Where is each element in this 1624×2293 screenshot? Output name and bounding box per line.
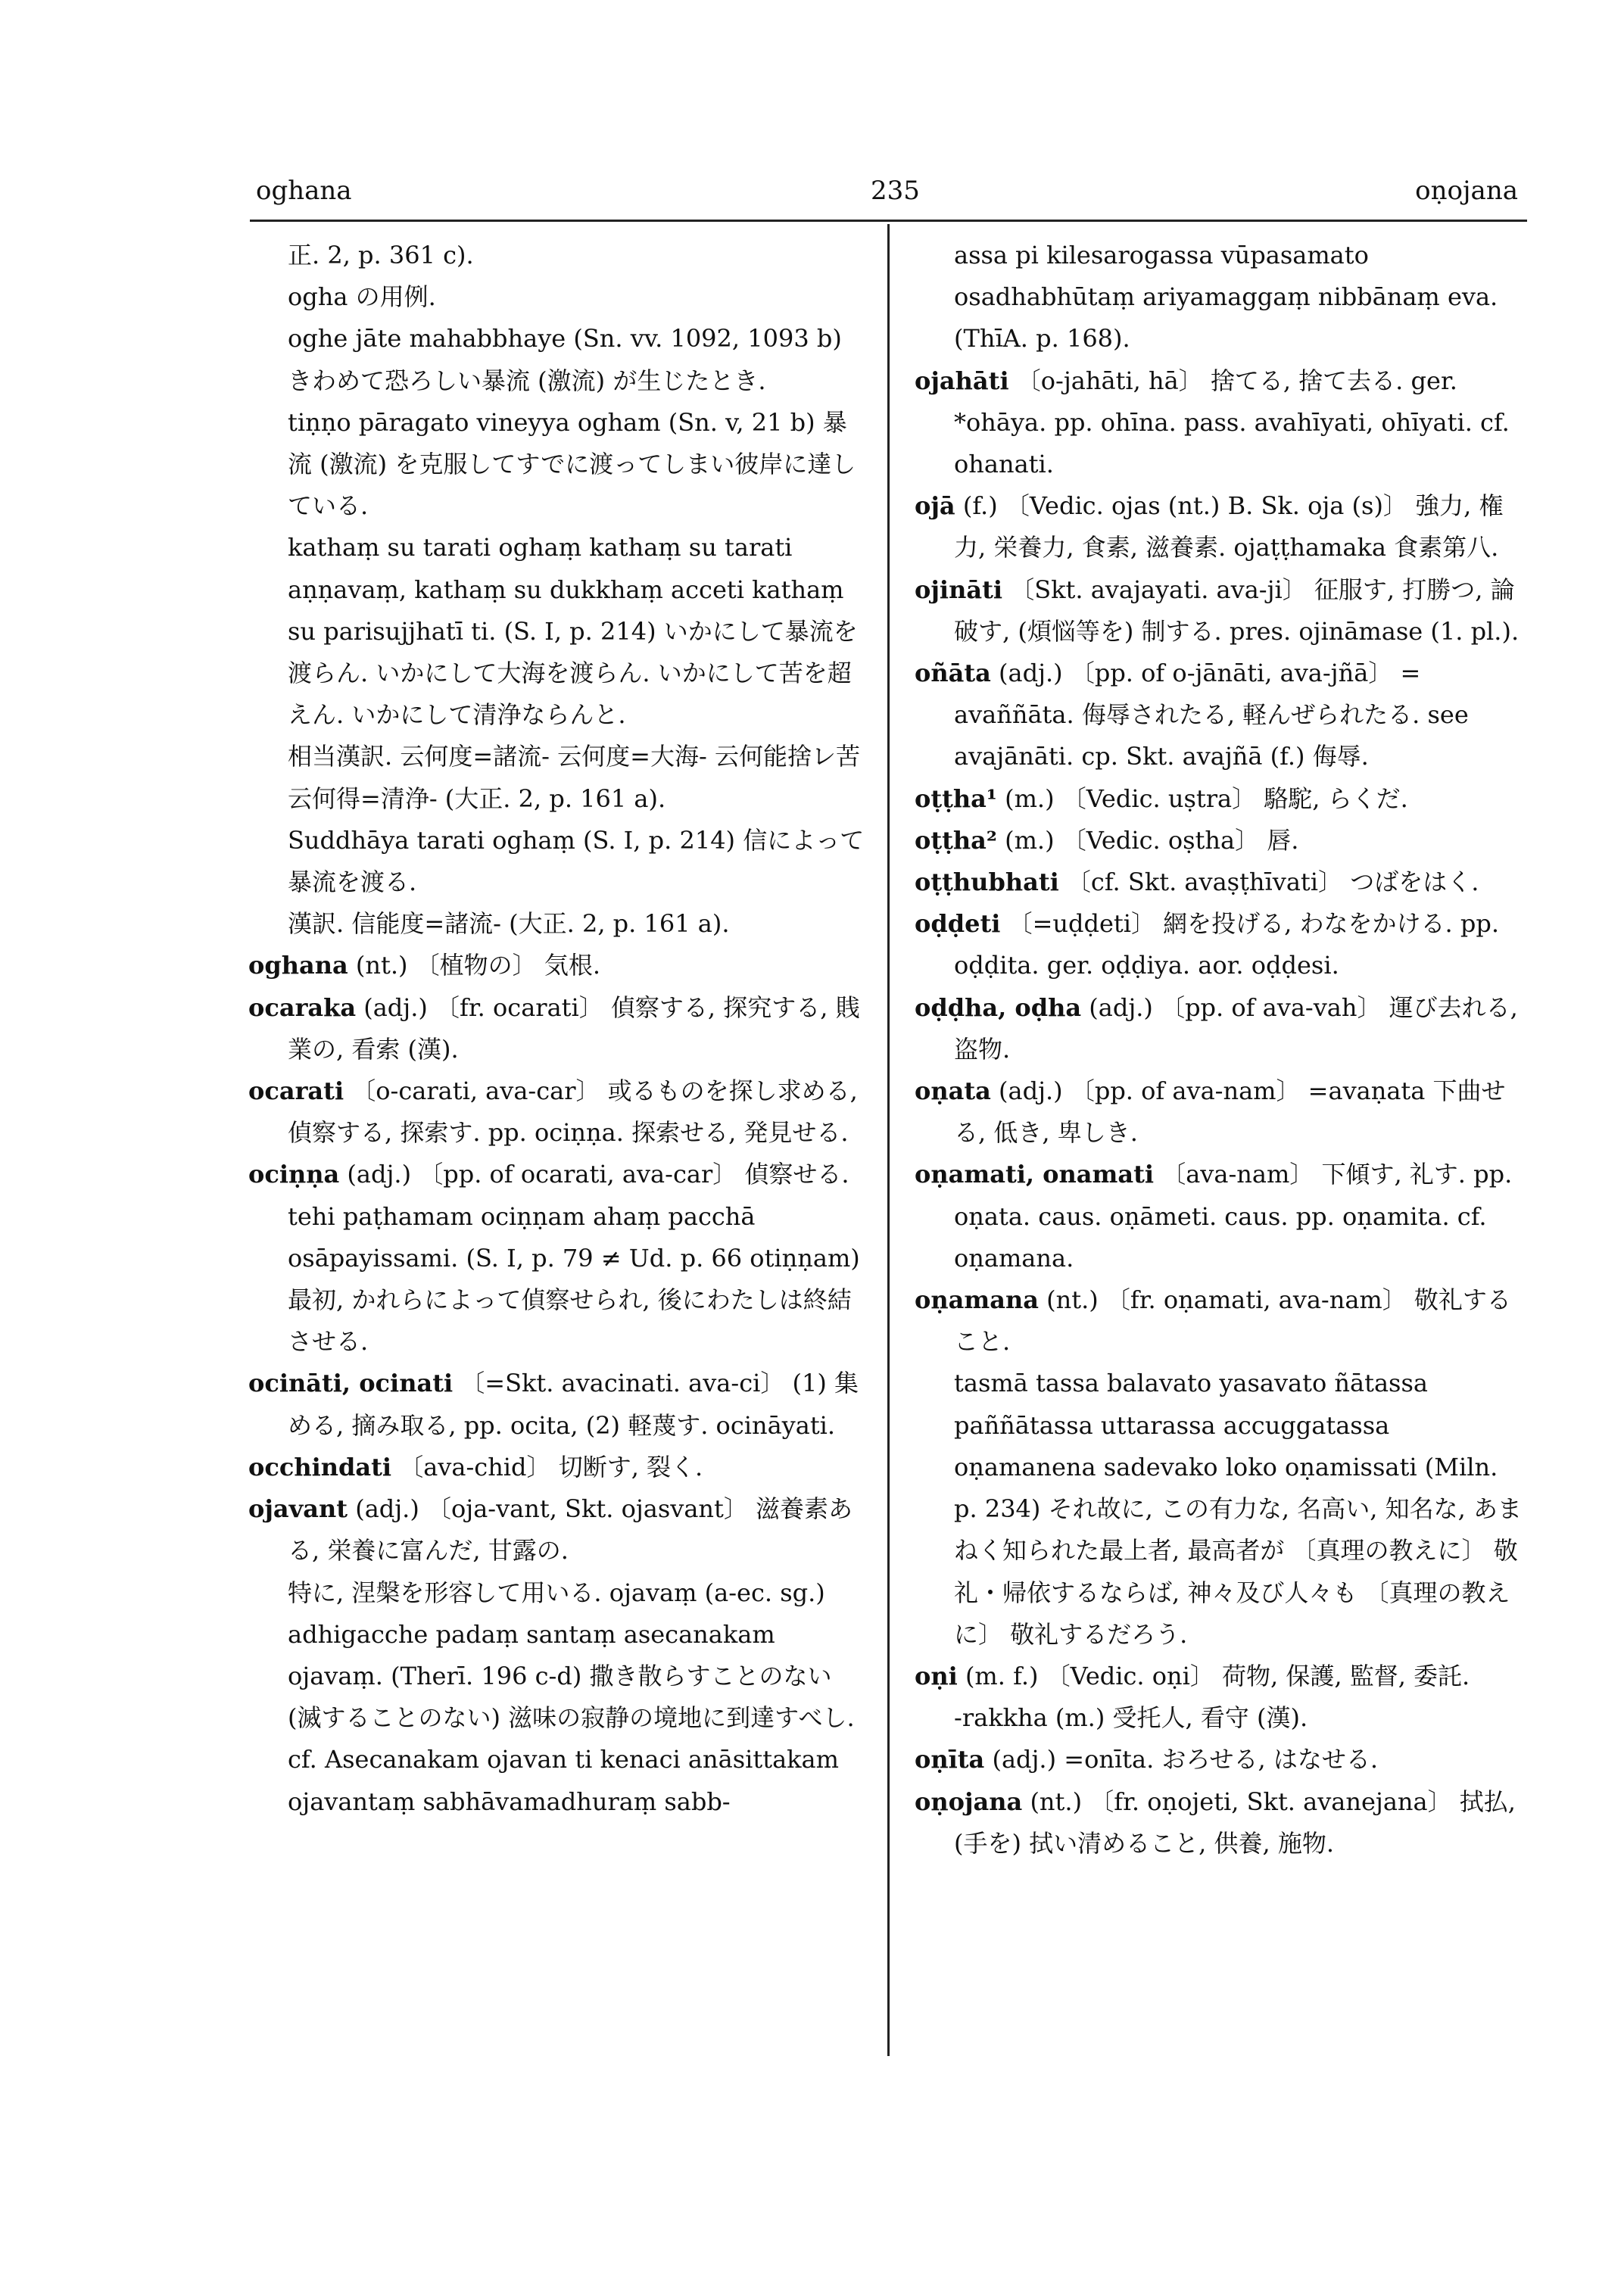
dictionary-entry (915, 861, 1528, 903)
entry-headword: ojahāti (915, 366, 1009, 395)
dictionary-entry (915, 1279, 1528, 1363)
entry-definition: 〔cf. Skt. avaṣṭhīvati〕 つばをはく. (1058, 868, 1479, 897)
dictionary-entry (915, 360, 1528, 486)
entry-definition: (nt.) 〔fr. oṇamati, ava-nam〕 敬礼すること. (954, 1285, 1511, 1357)
dictionary-entry (915, 778, 1528, 820)
entry-continuation: 漢訳. 信能度=諸流- (大正. 2, p. 161 a). (288, 909, 730, 939)
right-column (915, 235, 1528, 1865)
entry-definition: (adj.) 〔pp. of ava-vah〕 運び去れる, 盗物. (954, 992, 1526, 1064)
entry-headword: oṇojana (915, 1787, 1023, 1816)
entry-definition: (adj.) 〔pp. of o-jānāti, ava-jñā〕 = avaññāta. 侮辱されたる, 軽んぜられたる. see avajānāti. cp. Skt. avajñā (f.) 侮辱. (954, 659, 1476, 771)
running-head-left: oghana (256, 176, 352, 206)
entry-headword: ocaraka (248, 992, 357, 1022)
header-rule (250, 220, 1527, 222)
entry-headword: oṇamati, onamati (915, 1160, 1155, 1189)
dictionary-entry (248, 987, 869, 1070)
entry-headword: oṭṭha¹ (915, 784, 997, 813)
entry-headword: oṇata (915, 1076, 991, 1106)
column-divider (887, 224, 890, 2056)
entry-headword: oṭṭhubhati (915, 868, 1059, 897)
entry-definition: 〔=Skt. avacinati. ava-ci〕 (1) 集める, 摘み取る, pp. ocita, (2) 軽蔑す. ocināyati. (288, 1369, 859, 1440)
left-column (248, 235, 869, 1823)
entry-headword: oṭṭha² (915, 825, 997, 855)
entry-definition: 〔o-carati, ava-car〕 或るものを探し求める, 偵察する, 探索す. pp. ociṇṇa. 探索せる, 発見せる. (288, 1076, 866, 1148)
entry-headword: ojavant (248, 1494, 348, 1524)
entry-continuation: assa pi kilesarogassa vūpasamato osadhabhūtaṃ ariyamaggaṃ nibbānaṃ eva. (ThīA. p. 168). (954, 241, 1506, 354)
entry-headword: oḍḍeti (915, 909, 1001, 939)
entry-headword: ocarati (248, 1076, 344, 1106)
entry-continuation: cf. Asecanakam ojavan ti kenaci anāsittakam ojavantaṃ sabhāvamadhuraṃ sabb- (288, 1745, 847, 1816)
entry-continuation: tiṇṇo pāragato vineyya ogham (Sn. v, 21 b) 暴流 (激流) を克服してすでに渡ってしまい彼岸に達している. (288, 407, 856, 521)
entry-headword: ojā (915, 491, 955, 521)
dictionary-entry (915, 1656, 1528, 1697)
entry-definition: (nt.) 〔植物の〕 気根. (348, 951, 601, 980)
dictionary-entry (915, 569, 1528, 653)
entry-definition: 〔ava-chid〕 切断す, 裂く. (391, 1452, 703, 1481)
dictionary-entry (248, 1363, 869, 1446)
dictionary-entry (248, 1488, 869, 1572)
dictionary-entry (915, 903, 1528, 986)
entry-definition: (f.) 〔Vedic. ojas (nt.) B. Sk. oja (s)〕 強力, 権力, 栄養力, 食素, 滋養素. ojaṭṭhamaka 食素第八. (954, 491, 1504, 562)
entry-headword: oṇi (915, 1661, 958, 1690)
entry-definition: 〔=uḍḍeti〕 網を投げる, わなをかける. pp. oḍḍita. ger. oḍḍiya. aor. oḍḍesi. (954, 909, 1507, 980)
entry-continuation: -rakkha (m.) 受托人, 看守 (漢). (954, 1703, 1308, 1733)
entry-headword: oḍḍha, oḍha (915, 992, 1082, 1022)
entry-continuation: kathaṃ su tarati oghaṃ kathaṃ su tarati aṇṇavaṃ, kathaṃ su dukkhaṃ acceti kathaṃ su parisujjhatī ti. (S. I, p. 214) いかにして暴流を渡らん. いかにして大海を渡らん. いかにして苦を超えん. いかにして清浄ならんと. (288, 533, 858, 730)
entry-continuation: Suddhāya tarati oghaṃ (S. I, p. 214) 信によって暴流を渡る. (288, 825, 865, 897)
entry-headword: oghana (248, 951, 348, 980)
entry-headword: oṇīta (915, 1745, 985, 1774)
dictionary-entry (915, 653, 1528, 778)
dictionary-entry (248, 1154, 869, 1363)
dictionary-entry (915, 1070, 1528, 1154)
entry-definition: (m. f.) 〔Vedic. oṇi〕 荷物, 保護, 監督, 委託. (957, 1661, 1470, 1690)
entry-continuation: adhigacche padaṃ santaṃ asecanakam ojavaṃ. (Therī. 196 c-d) 撒き散らすことのない (滅することのない) 滋味の寂静の境地に到達すべし. (288, 1619, 855, 1733)
dictionary-entry (915, 1781, 1528, 1865)
entry-definition: (adj.) 〔oja-vant, Skt. ojasvant〕 滋養素ある, 栄養に富んだ, 甘露の. (288, 1494, 853, 1566)
dictionary-entry (915, 820, 1528, 861)
entry-definition: (nt.) 〔fr. oṇojeti, Skt. avanejana〕 拭払, (手を) 拭い清めること, 供養, 施物. (954, 1787, 1524, 1858)
entry-continuation: 特に, 涅槃を形容して用いる. ojavaṃ (a-ec. sg.) (288, 1578, 825, 1607)
entry-definition: 〔ava-nam〕 下傾す, 礼す. pp. oṇata. caus. oṇāmeti. caus. pp. oṇamita. cf. oṇamana. (954, 1160, 1520, 1273)
entry-definition: (adj.) 〔pp. of ocarati, ava-car〕 偵察せる. tehi paṭhamam ociṇṇam ahaṃ pacchā osāpayissami. (S. I, p. 79 ≠ Ud. p. 66 otiṇṇam) 最初, かれらによって偵察せられ, 後にわたしは終結させる. (288, 1160, 868, 1357)
entry-headword: ojināti (915, 575, 1003, 604)
entry-definition: (adj.) =onīta. おろせる, はなせる. (984, 1745, 1379, 1774)
entry-continuation: 正. 2, p. 361 c). (288, 241, 474, 269)
running-head-right: oṇojana (1415, 176, 1518, 206)
entry-headword: ocināti, ocinati (248, 1369, 454, 1398)
entry-definition: (m.) 〔Vedic. oṣtha〕 唇. (996, 825, 1299, 855)
dictionary-entry (915, 1154, 1528, 1279)
entry-definition: (m.) 〔Vedic. uṣtra〕 駱駝, らくだ. (996, 784, 1408, 813)
dictionary-entry (248, 1447, 869, 1488)
entry-definition: 〔Skt. avajayati. ava-ji〕 征服す, 打勝つ, 論破す, (煩悩等を) 制する. pres. ojināmase (1. pl.). (954, 575, 1520, 646)
entry-definition: (adj.) 〔fr. ocarati〕 偵察する, 探究する, 賎業の, 看索 (漢). (288, 992, 860, 1064)
entry-headword: occhindati (248, 1452, 392, 1481)
page-number: 235 (871, 176, 920, 206)
entry-headword: oṇamana (915, 1285, 1039, 1315)
entry-headword: ociṇṇa (248, 1160, 340, 1189)
dictionary-entry (248, 945, 869, 986)
entry-continuation: tasmā tassa balavato yasavato ñātassa paññātassa uttarassa accuggatassa oṇamanena sadevako loko oṇamissati (Miln. p. 234) それ故に, この有力な, 名高い, 知名な, あまねく知られた最上者, 最高者が 〔真理の教えに〕 敬礼・帰依するならば, 神々及び人々も 〔真理の教えに〕 敬礼するだろう. (954, 1369, 1522, 1649)
entry-definition: 〔o-jahāti, hā〕 捨てる, 捨て去る. ger. *ohāya. pp. ohīna. pass. avahīyati, ohīyati. cf. ohanati. (954, 366, 1517, 479)
entry-definition: (adj.) 〔pp. of ava-nam〕 =avaṇata 下曲せる, 低き, 卑しき. (954, 1076, 1506, 1148)
entry-headword: oñāta (915, 659, 991, 688)
dictionary-entry (915, 485, 1528, 569)
dictionary-entry (915, 1739, 1528, 1781)
entry-continuation: oghe jāte mahabbhaye (Sn. vv. 1092, 1093 b) きわめて恐ろしい暴流 (激流) が生じたとき. (288, 324, 849, 395)
entry-continuation: ogha の用例. (288, 282, 436, 312)
dictionary-entry (248, 1070, 869, 1154)
dictionary-entry (915, 987, 1528, 1070)
entry-continuation: 相当漢訳. 云何度=諸流- 云何度=大海- 云何能捨レ苦 云何得=清浄- (大正. 2, p. 161 a). (288, 742, 868, 813)
